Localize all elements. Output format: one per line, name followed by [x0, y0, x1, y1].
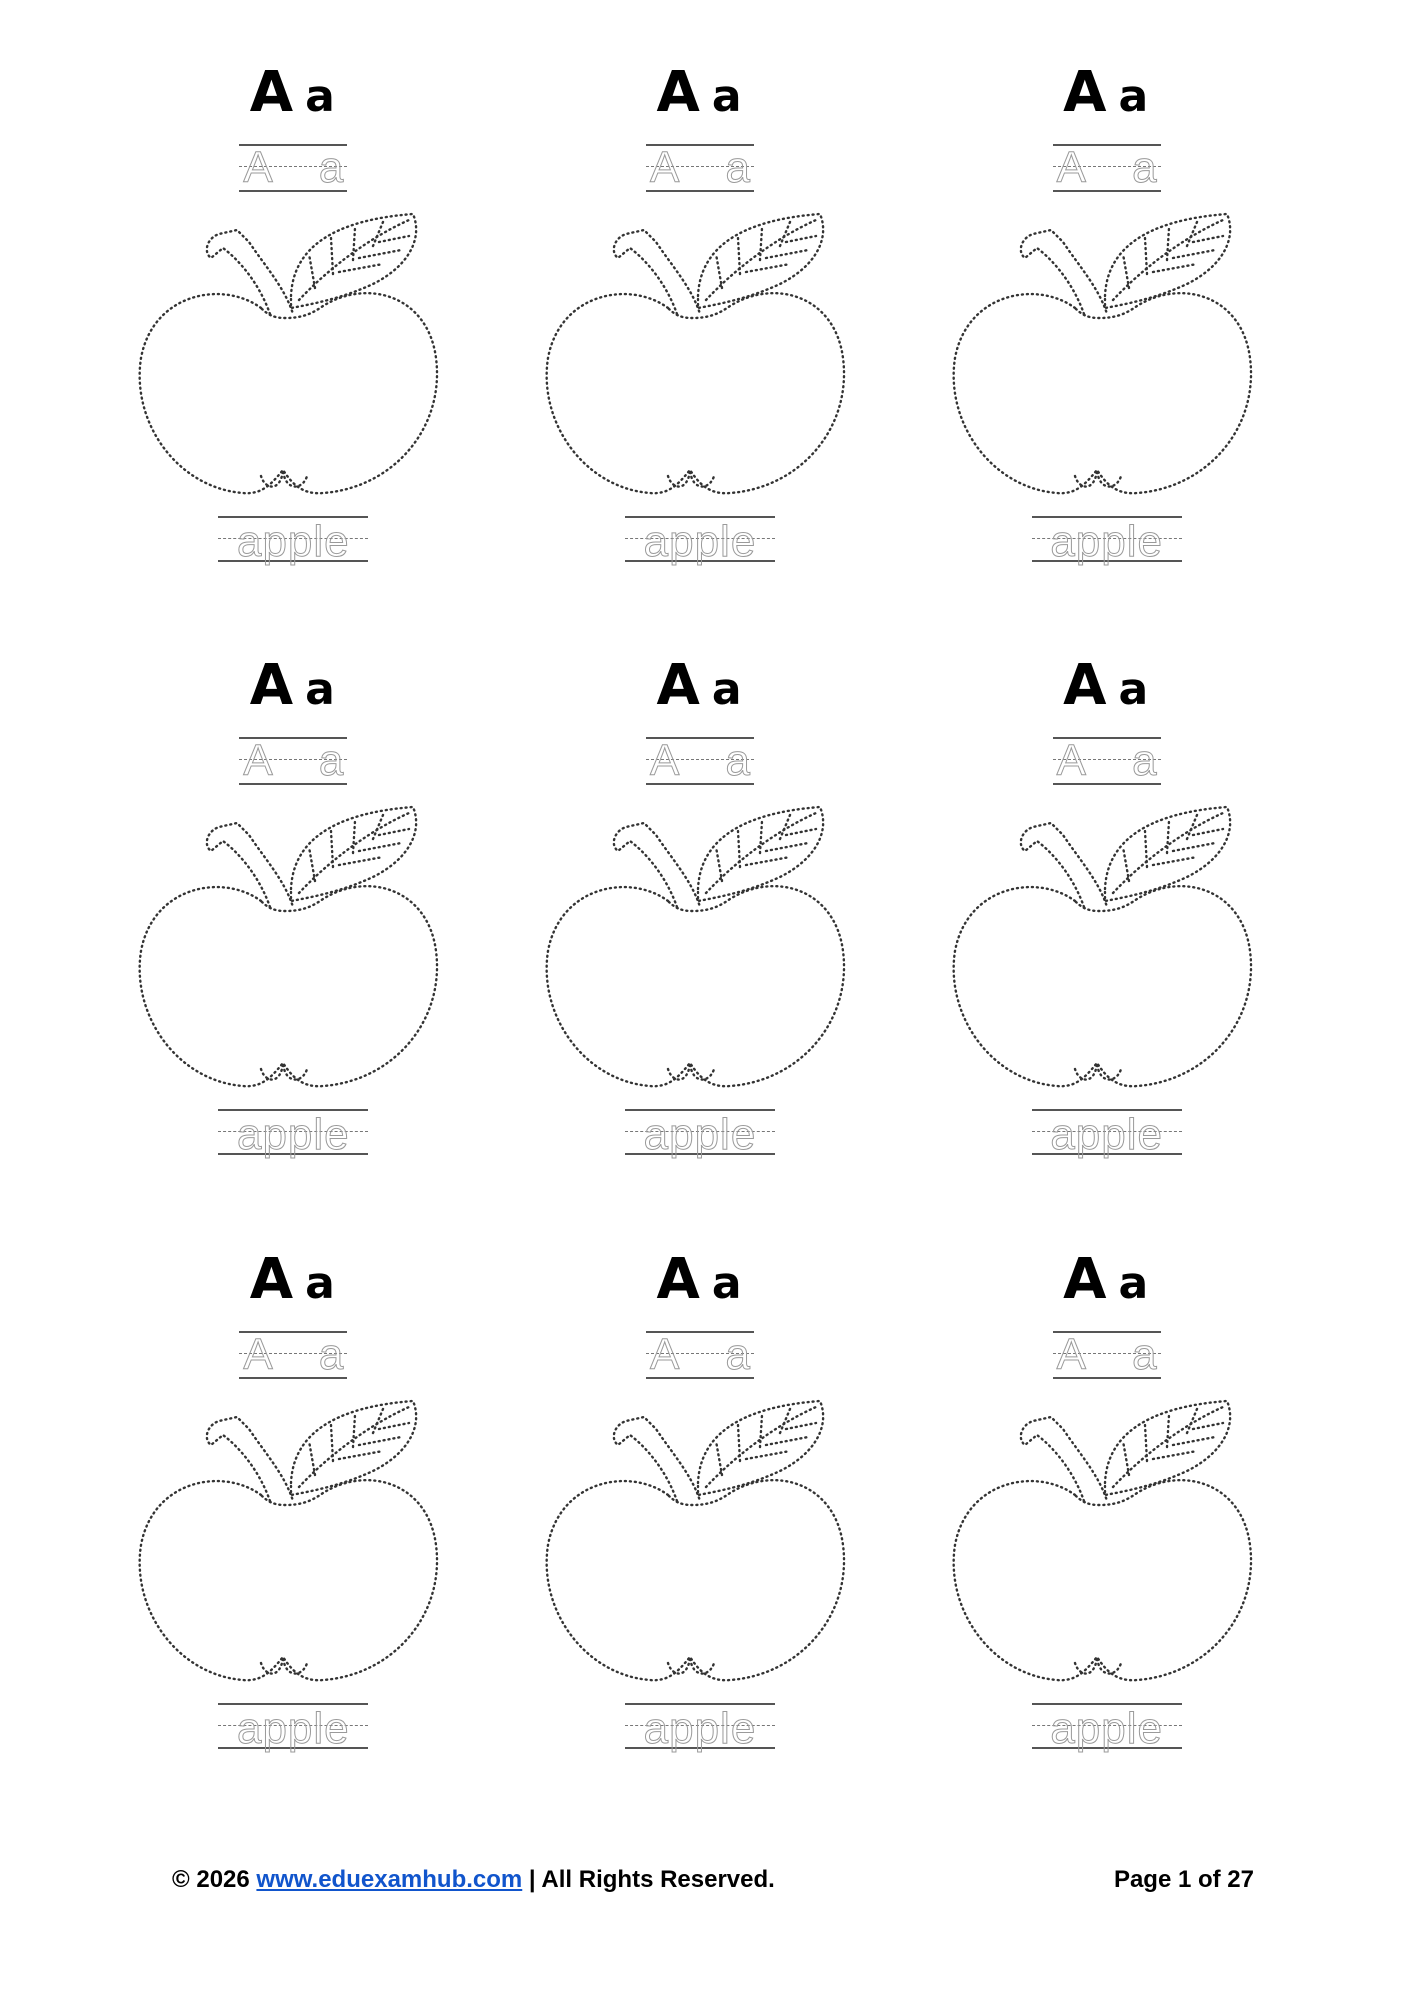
letter-lower: a — [305, 71, 337, 122]
apple-bottom-dimple — [1075, 1063, 1121, 1080]
letter-upper: A — [249, 1246, 296, 1312]
page-number: Page 1 of 27 — [1113, 1866, 1254, 1893]
tracing-cell — [90, 40, 497, 633]
trace-letters — [649, 1329, 750, 1379]
letter-lower: a — [711, 664, 744, 716]
word-trace-box — [218, 514, 368, 566]
trace-letter-upper: A — [649, 1329, 680, 1379]
tracing-cell — [903, 1227, 1310, 1820]
word-trace-box — [1032, 514, 1182, 566]
apple-body-outline — [140, 293, 437, 493]
trace-letter-upper: A — [1056, 736, 1087, 786]
word-trace-box — [1032, 1107, 1182, 1159]
apple-body-outline — [953, 293, 1250, 493]
letter-upper: A — [1063, 60, 1109, 125]
letter-heading — [250, 1243, 337, 1317]
apple-body-outline — [547, 293, 844, 493]
apple-bottom-dimple — [261, 1063, 307, 1080]
letter-heading — [250, 56, 337, 130]
trace-letters — [1056, 736, 1157, 786]
trace-letter-lower: a — [318, 143, 344, 192]
apple-tracing-icon — [133, 1395, 453, 1695]
tracing-cell — [903, 40, 1310, 633]
apple-tracing-icon — [133, 801, 453, 1101]
trace-letter-lower: a — [725, 1329, 750, 1379]
apple-bottom-dimple — [261, 470, 307, 487]
letter-trace-box — [1053, 735, 1161, 787]
trace-letter-lower: a — [318, 1329, 344, 1379]
copyright-text: © 2026 — [172, 1866, 250, 1893]
letter-lower: a — [711, 71, 744, 122]
trace-word: apple — [643, 1110, 757, 1160]
website-link[interactable]: www.eduexamhub.com — [256, 1866, 523, 1893]
letter-heading — [1063, 1243, 1150, 1317]
trace-word: apple — [643, 517, 757, 566]
word-trace-box — [1032, 1701, 1182, 1753]
apple-stem — [614, 823, 700, 907]
apple-body-outline — [953, 886, 1250, 1086]
letter-trace-box — [1053, 1329, 1161, 1381]
letter-lower: a — [305, 1257, 337, 1309]
trace-letter-upper: A — [649, 143, 680, 192]
apple-stem — [1020, 823, 1106, 907]
letter-lower: a — [711, 1257, 744, 1309]
letter-upper: A — [656, 653, 702, 719]
apple-bottom-dimple — [668, 1063, 714, 1080]
apple-stem — [1020, 230, 1106, 314]
trace-letters — [649, 736, 750, 786]
apple-body-outline — [547, 886, 844, 1086]
trace-letter-upper: A — [243, 736, 273, 786]
trace-word: apple — [236, 517, 350, 566]
apple-tracing-icon — [540, 1395, 860, 1695]
letter-lower: a — [1118, 1257, 1151, 1309]
apple-bottom-dimple — [668, 470, 714, 487]
trace-letter-lower: a — [1132, 1329, 1157, 1379]
letter-trace-box — [1053, 142, 1161, 194]
tracing-cell — [497, 40, 904, 633]
trace-letters — [1056, 143, 1157, 192]
letter-lower: a — [1118, 664, 1151, 716]
letter-upper: A — [249, 60, 296, 125]
word-trace-box — [218, 1701, 368, 1753]
trace-letter-upper: A — [1056, 143, 1087, 192]
apple-stem — [614, 230, 700, 314]
letter-heading — [656, 1243, 743, 1317]
apple-stem — [207, 823, 293, 907]
apple-body-outline — [547, 1480, 844, 1680]
trace-letter-lower: a — [1132, 143, 1157, 192]
trace-word: apple — [236, 1110, 350, 1160]
trace-letter-lower: a — [725, 736, 750, 786]
word-trace-box — [625, 514, 775, 566]
letter-heading — [656, 649, 743, 723]
letter-upper: A — [656, 60, 702, 125]
letter-upper: A — [656, 1246, 702, 1312]
tracing-cell — [90, 633, 497, 1226]
tracing-cell — [90, 1227, 497, 1820]
trace-letters — [1056, 1329, 1157, 1379]
letter-upper: A — [249, 653, 296, 719]
letter-lower: a — [1118, 71, 1151, 122]
footer — [172, 1860, 1254, 1900]
apple-tracing-icon — [133, 208, 453, 508]
trace-letter-lower: a — [1132, 736, 1157, 786]
letter-upper: A — [1063, 653, 1109, 719]
word-trace-box — [625, 1701, 775, 1753]
letter-trace-box — [646, 735, 754, 787]
apple-bottom-dimple — [1075, 470, 1121, 487]
trace-letters — [243, 1329, 344, 1379]
letter-trace-box — [239, 735, 347, 787]
trace-letters — [243, 736, 344, 786]
trace-letter-lower: a — [725, 143, 750, 192]
trace-letter-upper: A — [243, 143, 273, 192]
apple-tracing-icon — [947, 208, 1267, 508]
letter-trace-box — [239, 142, 347, 194]
apple-bottom-dimple — [261, 1657, 307, 1674]
letter-heading — [1063, 649, 1150, 723]
letter-lower: a — [305, 664, 337, 716]
tracing-cell — [497, 633, 904, 1226]
letter-heading — [250, 649, 337, 723]
letter-trace-box — [239, 1329, 347, 1381]
tracing-cell — [497, 1227, 904, 1820]
trace-word: apple — [1050, 517, 1163, 566]
apple-bottom-dimple — [1075, 1657, 1121, 1674]
trace-letter-upper: A — [1056, 1329, 1087, 1379]
apple-stem — [207, 230, 293, 314]
trace-letter-lower: a — [318, 736, 344, 786]
trace-word: apple — [643, 1703, 757, 1753]
letter-upper: A — [1063, 1246, 1109, 1312]
letter-heading — [656, 56, 743, 130]
apple-stem — [207, 1417, 293, 1501]
trace-word: apple — [236, 1703, 350, 1753]
trace-letter-upper: A — [649, 736, 680, 786]
trace-word: apple — [1050, 1703, 1163, 1753]
tracing-cell — [903, 633, 1310, 1226]
footer-copyright — [172, 1866, 775, 1894]
apple-stem — [614, 1417, 700, 1501]
word-trace-box — [625, 1107, 775, 1159]
apple-tracing-icon — [947, 801, 1267, 1101]
apple-body-outline — [953, 1480, 1250, 1680]
word-trace-box — [218, 1107, 368, 1159]
letter-heading — [1063, 56, 1150, 130]
letter-trace-box — [646, 1329, 754, 1381]
apple-tracing-icon — [540, 208, 860, 508]
worksheet-grid — [90, 40, 1310, 1820]
apple-body-outline — [140, 1480, 437, 1680]
apple-bottom-dimple — [668, 1657, 714, 1674]
trace-word: apple — [1050, 1110, 1163, 1160]
apple-tracing-icon — [540, 801, 860, 1101]
apple-stem — [1020, 1417, 1106, 1501]
rights-text: | All Rights Reserved. — [528, 1866, 775, 1893]
letter-trace-box — [646, 142, 754, 194]
trace-letters — [243, 143, 344, 192]
trace-letters — [649, 143, 750, 192]
apple-tracing-icon — [947, 1395, 1267, 1695]
trace-letter-upper: A — [243, 1329, 273, 1379]
apple-body-outline — [140, 886, 437, 1086]
